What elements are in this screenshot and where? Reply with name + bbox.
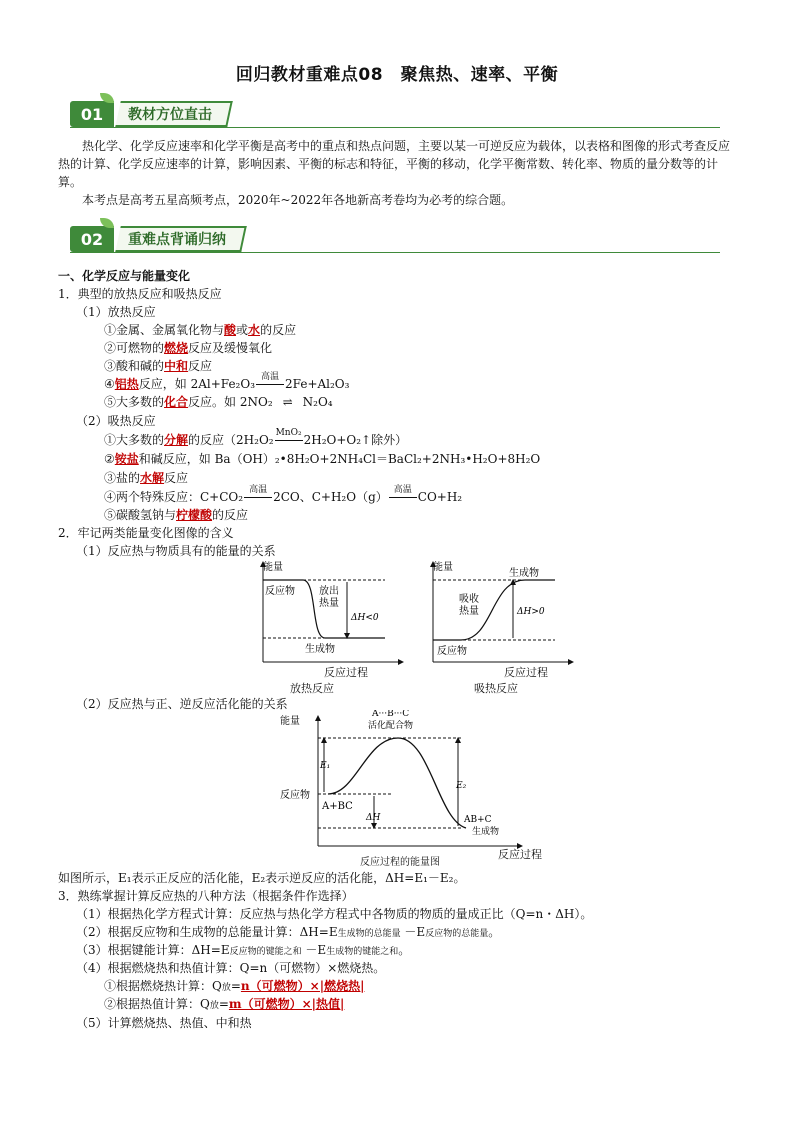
e2-label: E₂ (456, 781, 467, 791)
product-label: 生成物 (305, 644, 335, 655)
intro-paragraph-2: 本考点是高考五星高频考点，2020年~2022年各地新高考卷均为必考的综合题。 (82, 193, 514, 207)
section-label: 重难点背诵归纳 (115, 226, 247, 252)
endo-item-3: ③盐的水解反应 (104, 471, 189, 485)
y-axis-label: 能量 (280, 716, 300, 727)
y-axis-label: 能量 (433, 562, 453, 573)
delta-h-label: ΔH (366, 813, 381, 823)
reactant-label: 反应物 (265, 586, 295, 597)
subheading-energy-relation: （1）反应热与物质具有的能量的关系 (76, 544, 276, 558)
release-label: 放出 (319, 586, 339, 597)
product-label: 生成物 (509, 568, 539, 579)
y-axis-label: 能量 (263, 562, 283, 573)
endo-item-2: ②铵盐和碱反应，如 Ba（OH）₂•8H₂O+2NH₄Cl＝BaCl₂+2NH₃•H₂O+8H₂O (104, 452, 541, 466)
item-heading: 1．典型的放热反应和吸热反应 (58, 287, 222, 301)
figure-caption: 吸热反应 (474, 682, 518, 695)
endo-item-1: ①大多数的分解的反应（2H₂O₂ MnO₂ 2H₂O+O₂↑除外） (104, 428, 408, 447)
section-label: 教材方位直击 (115, 101, 233, 127)
subheading-exothermic: （1）放热反应 (76, 305, 156, 319)
part-heading: 一、化学反应与能量变化 (58, 269, 191, 283)
e1-label: E₁ (320, 761, 331, 771)
method-4: （4）根据燃烧热和热值计算：Q=n（可燃物）×燃烧热。 (76, 961, 386, 975)
section-badge-01 (70, 101, 230, 127)
exo-item-5: ⑤大多数的化合反应。如 2NO₂ ⇌ N₂O₄ (104, 395, 333, 409)
method-4-b: ②根据热值计算：Q放=m（可燃物）×|热值| (104, 997, 345, 1011)
figure-caption: 放热反应 (290, 682, 334, 695)
energy-curve (328, 738, 466, 828)
ab-c-label: AB+C (464, 815, 492, 825)
transition-state-label: A···B···C (372, 710, 410, 719)
subheading-endothermic: （2）吸热反应 (76, 414, 156, 428)
item-heading: 3．熟练掌握计算反应热的八种方法（根据条件作选择） (58, 889, 354, 903)
endo-item-4: ④两个特殊反应：C+CO₂ 高温 2CO、C+H₂O（g） 高温 CO+H₂ (104, 485, 463, 504)
abc-label: A+BC (322, 801, 353, 812)
reactant-label: 反应物 (437, 646, 467, 657)
leaf-icon (100, 218, 114, 228)
page-title: 回归教材重难点08 聚焦热、速率、平衡 (235, 65, 559, 85)
x-axis-label: 反应过程 (498, 848, 542, 861)
x-axis-label: 反应过程 (504, 666, 548, 679)
exothermic-energy-diagram (255, 558, 405, 668)
leaf-icon (100, 93, 114, 103)
activated-complex-label: 活化配合物 (368, 721, 414, 731)
exo-item-1: ①金属、金属氧化物与酸或水的反应 (104, 323, 297, 337)
exo-item-3: ③酸和碱的中和反应 (104, 359, 213, 373)
method-3: （3）根据键能计算：ΔH=E反应物的键能之和 －E生成物的键能之和。 (76, 943, 411, 957)
method-5: （5）计算燃烧热、热值、中和热 (76, 1016, 252, 1030)
item-heading: 2．牢记两类能量变化图像的含义 (58, 526, 234, 540)
equilibrium-arrow-icon: ⇌ (282, 395, 293, 409)
section-badge-02 (70, 226, 244, 252)
subheading-activation-energy: （2）反应热与正、逆反应活化能的关系 (76, 697, 288, 711)
figure-note: 如图所示，E₁表示正反应的活化能，E₂表示逆反应的活化能，ΔH=E₁－E₂。 (58, 871, 466, 885)
delta-h-label: ΔH>0 (517, 607, 545, 617)
exo-item-2: ②可燃物的燃烧反应及缓慢氧化 (104, 341, 273, 355)
reactant-label: 反应物 (280, 790, 310, 801)
section-divider (70, 127, 720, 128)
activation-energy-diagram (280, 710, 530, 850)
product-label: 生成物 (472, 827, 500, 837)
method-4-a: ①根据燃烧热计算：Q放=n（可燃物）×|燃烧热| (104, 979, 365, 993)
figure-caption: 反应过程的能量图 (360, 857, 440, 868)
section-number: 01 (70, 101, 114, 127)
section-number: 02 (70, 226, 114, 252)
intro-paragraph-1: 热化学、化学反应速率和化学平衡是高考中的重点和热点问题，主要以某一可逆反应为载体，以表格和图像的形式考查反应热的计算、化学反应速率的计算，影响因素、平衡的标志和特征，平衡的移动，化学平衡常数、转化率、物质的量分数等的计算。 (58, 139, 731, 189)
endothermic-energy-diagram (425, 558, 575, 668)
method-2: （2）根据反应物和生成物的总能量计算：ΔH=E生成物的总能量 －E反应物的总能量。 (76, 925, 501, 939)
endo-item-5: ⑤碳酸氢钠与柠檬酸的反应 (104, 508, 249, 522)
svg-text:热量: 热量 (459, 606, 479, 617)
exo-item-4: ④铝热反应，如 2Al+Fe₂O₃ 高温 2Fe+Al₂O₃ (104, 372, 350, 391)
delta-h-label: ΔH<0 (351, 613, 379, 623)
absorb-label: 吸收 (459, 594, 479, 605)
method-1: （1）根据热化学方程式计算：反应热与热化学方程式中各物质的物质的量成正比（Q=n・ΔH）。 (76, 907, 593, 921)
section-divider (70, 252, 720, 253)
x-axis-label: 反应过程 (324, 666, 368, 679)
svg-text:热量: 热量 (319, 598, 339, 609)
